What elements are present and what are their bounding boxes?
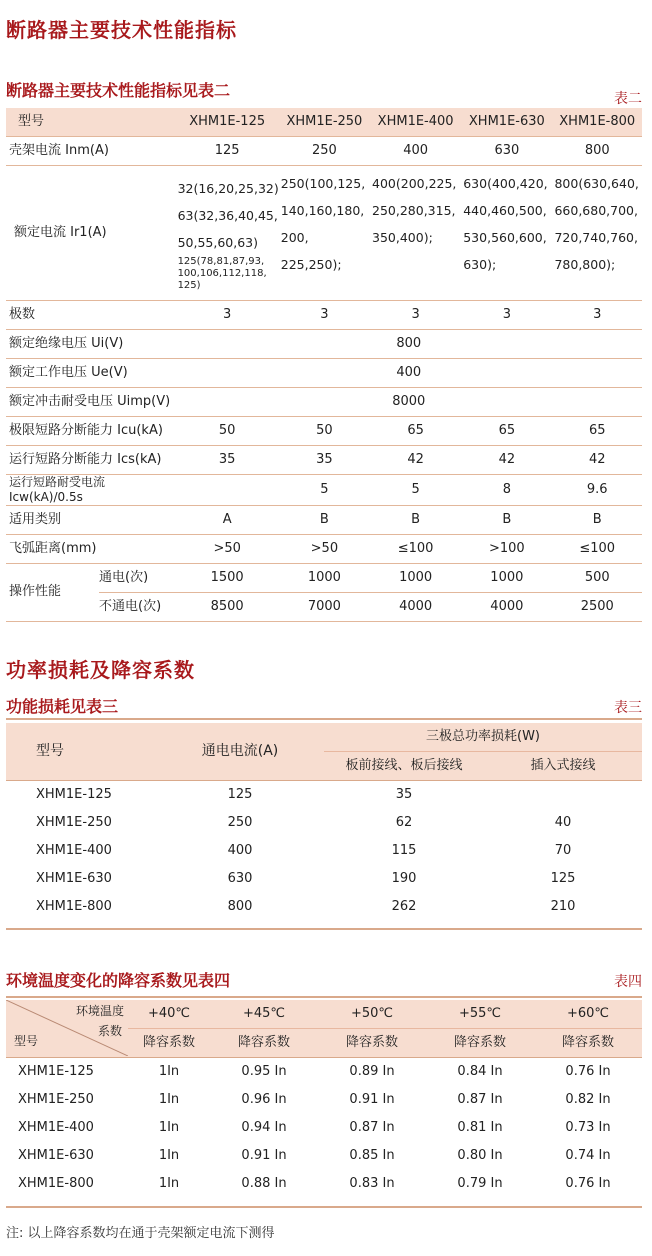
- cell-model: XHM1E-800: [18, 1175, 94, 1191]
- operation-label: 操作性能: [9, 584, 62, 600]
- table-row: [6, 359, 642, 388]
- section-title-power-loss: 功率损耗及降容系数: [6, 658, 195, 682]
- cell: 3: [552, 301, 642, 330]
- range-line: 630);: [463, 257, 497, 272]
- header-factor: 降容系数: [128, 1029, 210, 1058]
- diagonal-header-cell: [6, 1000, 128, 1058]
- row-label: 额定电流 Ir1(A): [6, 166, 176, 301]
- cell-model: XHM1E-250: [18, 1091, 94, 1107]
- cell: 1In: [158, 1175, 180, 1191]
- cell: 0.94 In: [241, 1119, 287, 1135]
- range-line: 50,55,60,63): [177, 234, 258, 250]
- table3-tag: 表三: [614, 700, 642, 716]
- sub-label-on: 通电(次): [99, 564, 176, 593]
- operation-cell: [6, 564, 176, 622]
- cell: 0.83 In: [349, 1175, 395, 1191]
- cell: 3: [461, 301, 552, 330]
- row-label: 壳架电流 Inm(A): [6, 137, 176, 166]
- diag-factor-label: 系数: [97, 1024, 122, 1038]
- header-temp: +45℃: [210, 1000, 318, 1029]
- cell: 4000: [370, 593, 461, 622]
- cell: 1In: [158, 1147, 180, 1163]
- cell: 1In: [158, 1063, 180, 1079]
- cell: 1000: [461, 564, 552, 593]
- table-row: [6, 1058, 642, 1087]
- range-line: 63(32,36,40,45,: [177, 207, 278, 223]
- section-title-performance: 断路器主要技术性能指标: [6, 18, 237, 42]
- cell: 0.79 In: [457, 1175, 503, 1191]
- range-line: 250,280,315,: [372, 203, 456, 218]
- cell: 40: [554, 814, 572, 830]
- cell-model: XHM1E-250: [36, 814, 112, 830]
- cell-range-125: [176, 166, 279, 301]
- cell: 400: [227, 842, 253, 858]
- cell: 7000: [279, 593, 370, 622]
- row-label: 额定工作电压 Ue(V): [6, 359, 176, 388]
- table-row: [6, 564, 642, 593]
- cell: 0.76 In: [565, 1063, 611, 1079]
- cell: 0.91 In: [349, 1091, 395, 1107]
- cell: 3: [279, 301, 370, 330]
- cell: 1000: [279, 564, 370, 593]
- cell-range-400: [370, 166, 461, 301]
- range-line: 440,460,500,: [463, 203, 547, 218]
- cell: 115: [391, 842, 417, 858]
- cell: [176, 475, 279, 506]
- cell: 0.73 In: [565, 1119, 611, 1135]
- cell: 630: [227, 870, 253, 886]
- table-row: [6, 301, 642, 330]
- table-row: [6, 781, 642, 810]
- row-label: 运行短路耐受电流 Icw(kA)/0.5s: [6, 475, 176, 506]
- cell: 3: [370, 301, 461, 330]
- table2-title: 断路器主要技术性能指标见表二: [6, 81, 231, 100]
- table-row: [6, 837, 642, 865]
- header-col: XHM1E-800: [552, 108, 642, 137]
- operation-sublabels: [99, 564, 176, 621]
- cell: 8500: [176, 593, 279, 622]
- range-small: 125(78,81,87,93, 100,106,112,118, 125): [177, 255, 267, 291]
- cell-merged: 400: [176, 359, 642, 388]
- cell: 2500: [552, 593, 642, 622]
- row-label: 额定冲击耐受电压 Uimp(V): [6, 388, 176, 417]
- cell: >100: [461, 535, 552, 564]
- cell-range-250: [279, 166, 370, 301]
- header-temp: +60℃: [534, 1000, 642, 1029]
- range-line: 800(630,640,: [554, 176, 639, 191]
- table4-header-row: [6, 1000, 642, 1029]
- header-col: XHM1E-400: [370, 108, 461, 137]
- table-row-rated-current: [6, 166, 642, 301]
- cell: 250: [227, 814, 253, 830]
- table4-bottom-rule: [6, 1206, 642, 1208]
- cell: 250: [279, 137, 370, 166]
- cell: 630: [461, 137, 552, 166]
- sub-label-off: 不通电(次): [99, 599, 162, 614]
- range-line: 200, 225,250);: [280, 230, 342, 272]
- cell: 0.80 In: [457, 1147, 503, 1163]
- header-plugin: 插入式接线: [484, 752, 642, 781]
- row-label: 适用类别: [6, 506, 176, 535]
- cell: 0.76 In: [565, 1175, 611, 1191]
- table-row: [6, 809, 642, 837]
- table-row: [6, 1170, 642, 1198]
- table-row: [6, 446, 642, 475]
- table4-tag: 表四: [614, 974, 642, 990]
- range-line: 530,560,600,: [463, 230, 547, 245]
- cell: 50: [176, 417, 279, 446]
- table-row: [6, 506, 642, 535]
- cell: 0.74 In: [565, 1147, 611, 1163]
- header-factor: 降容系数: [318, 1029, 426, 1058]
- range-line: 250(100,125,: [280, 176, 366, 191]
- range-line: 140,160,180,: [280, 203, 365, 218]
- range-line: 720,740,760,: [554, 230, 638, 245]
- cell: ≤100: [370, 535, 461, 564]
- diag-model-label: 型号: [14, 1034, 39, 1048]
- table3-top-rule: [6, 718, 642, 720]
- table-row: [6, 475, 642, 506]
- header-col: XHM1E-250: [279, 108, 370, 137]
- cell: 500: [552, 564, 642, 593]
- cell: 0.95 In: [241, 1063, 287, 1079]
- cell: B: [279, 506, 370, 535]
- table-row: [6, 1114, 642, 1142]
- cell: >50: [176, 535, 279, 564]
- footnote: 注: 以上降容系数均在通于壳架额定电流下测得: [6, 1226, 275, 1241]
- cell: 65: [461, 417, 552, 446]
- cell: 0.91 In: [241, 1147, 287, 1163]
- cell-range-800: [552, 166, 642, 301]
- row-label: 极限短路分断能力 Icu(kA): [6, 417, 176, 446]
- table-row: [6, 330, 642, 359]
- row-label: 极数: [6, 301, 176, 330]
- cell: 35: [176, 446, 279, 475]
- cell: 50: [279, 417, 370, 446]
- cell: 65: [552, 417, 642, 446]
- cell: 800: [227, 898, 253, 914]
- cell: 1In: [158, 1119, 180, 1135]
- table2-header-row: [6, 108, 642, 137]
- cell: 0.88 In: [241, 1175, 287, 1191]
- table3: [6, 723, 642, 921]
- cell: 62: [395, 814, 413, 830]
- header-front: 板前接线、板后接线: [324, 752, 484, 781]
- cell-model: XHM1E-800: [36, 898, 112, 914]
- cell: 0.87 In: [349, 1119, 395, 1135]
- cell: 42: [552, 446, 642, 475]
- row-label: 运行短路分断能力 Ics(kA): [6, 446, 176, 475]
- cell: 125: [550, 870, 576, 886]
- cell-model: XHM1E-125: [36, 786, 112, 802]
- range-line: 400(200,225,: [372, 176, 457, 191]
- cell: 1000: [370, 564, 461, 593]
- cell: 0.84 In: [457, 1063, 503, 1079]
- table2: [6, 108, 642, 622]
- cell: B: [552, 506, 642, 535]
- header-temp: +55℃: [426, 1000, 534, 1029]
- cell: 5: [370, 475, 461, 506]
- table-row: [6, 865, 642, 893]
- header-temp: +40℃: [128, 1000, 210, 1029]
- cell: 0.87 In: [457, 1091, 503, 1107]
- table-row: [6, 417, 642, 446]
- range-line: 660,680,700,: [554, 203, 638, 218]
- diag-temp-label: 环境温度: [75, 1004, 124, 1018]
- table-row: [6, 1142, 642, 1170]
- cell: A: [176, 506, 279, 535]
- cell-model: XHM1E-630: [18, 1147, 94, 1163]
- range-line: 780,800);: [554, 257, 616, 272]
- cell-range-630: [461, 166, 552, 301]
- cell-model: XHM1E-125: [18, 1063, 94, 1079]
- table-row: [6, 893, 642, 921]
- cell: 125: [176, 137, 279, 166]
- table-row: [6, 388, 642, 417]
- header-col: XHM1E-125: [176, 108, 279, 137]
- table4-top-rule: [6, 996, 642, 998]
- cell: B: [370, 506, 461, 535]
- header-model: 型号: [6, 108, 176, 137]
- table4: [6, 1000, 642, 1198]
- table-row: [6, 535, 642, 564]
- cell: >50: [279, 535, 370, 564]
- cell: 65: [370, 417, 461, 446]
- cell: [484, 781, 642, 810]
- row-label: 额定绝缘电压 Ui(V): [6, 330, 176, 359]
- table-row: [6, 137, 642, 166]
- cell: 190: [391, 870, 417, 886]
- cell: 3: [176, 301, 279, 330]
- header-factor: 降容系数: [534, 1029, 642, 1058]
- cell: 125: [227, 786, 253, 802]
- cell: 0.96 In: [241, 1091, 287, 1107]
- range-line: 350,400);: [372, 230, 433, 245]
- cell-model: XHM1E-630: [36, 870, 112, 886]
- cell: 1In: [158, 1091, 180, 1107]
- cell: 0.89 In: [349, 1063, 395, 1079]
- cell: 42: [461, 446, 552, 475]
- cell: 262: [391, 898, 417, 914]
- header-temp: +50℃: [318, 1000, 426, 1029]
- header-model: 型号: [6, 723, 156, 781]
- cell: 210: [550, 898, 576, 914]
- cell: 8: [461, 475, 552, 506]
- cell: 9.6: [552, 475, 642, 506]
- cell: ≤100: [552, 535, 642, 564]
- table3-bottom-rule: [6, 928, 642, 930]
- cell-model: XHM1E-400: [36, 842, 112, 858]
- table3-title: 功能损耗见表三: [6, 697, 119, 716]
- range-line: 630(400,420,: [463, 176, 548, 191]
- cell: 400: [370, 137, 461, 166]
- cell: 1500: [176, 564, 279, 593]
- header-loss: 三极总功率损耗(W): [324, 723, 642, 752]
- cell: 42: [370, 446, 461, 475]
- cell: 35: [279, 446, 370, 475]
- cell: 0.81 In: [457, 1119, 503, 1135]
- cell: 800: [552, 137, 642, 166]
- table2-tag: 表二: [614, 91, 642, 107]
- cell: 0.82 In: [565, 1091, 611, 1107]
- table3-header-row: [6, 723, 642, 752]
- header-current: 通电电流(A): [156, 723, 324, 781]
- table-row: [6, 1086, 642, 1114]
- header-factor: 降容系数: [426, 1029, 534, 1058]
- cell-model: XHM1E-400: [18, 1119, 94, 1135]
- header-factor: 降容系数: [210, 1029, 318, 1058]
- cell: 0.85 In: [349, 1147, 395, 1163]
- range-line: 32(16,20,25,32): [177, 180, 279, 196]
- cell: B: [461, 506, 552, 535]
- header-col: XHM1E-630: [461, 108, 552, 137]
- cell-merged: 800: [176, 330, 642, 359]
- cell: 4000: [461, 593, 552, 622]
- row-label: 飞弧距离(mm): [6, 535, 176, 564]
- cell-merged: 8000: [176, 388, 642, 417]
- cell: 35: [395, 786, 413, 802]
- table4-title: 环境温度变化的降容系数见表四: [6, 971, 231, 990]
- cell: 5: [279, 475, 370, 506]
- cell: 70: [554, 842, 572, 858]
